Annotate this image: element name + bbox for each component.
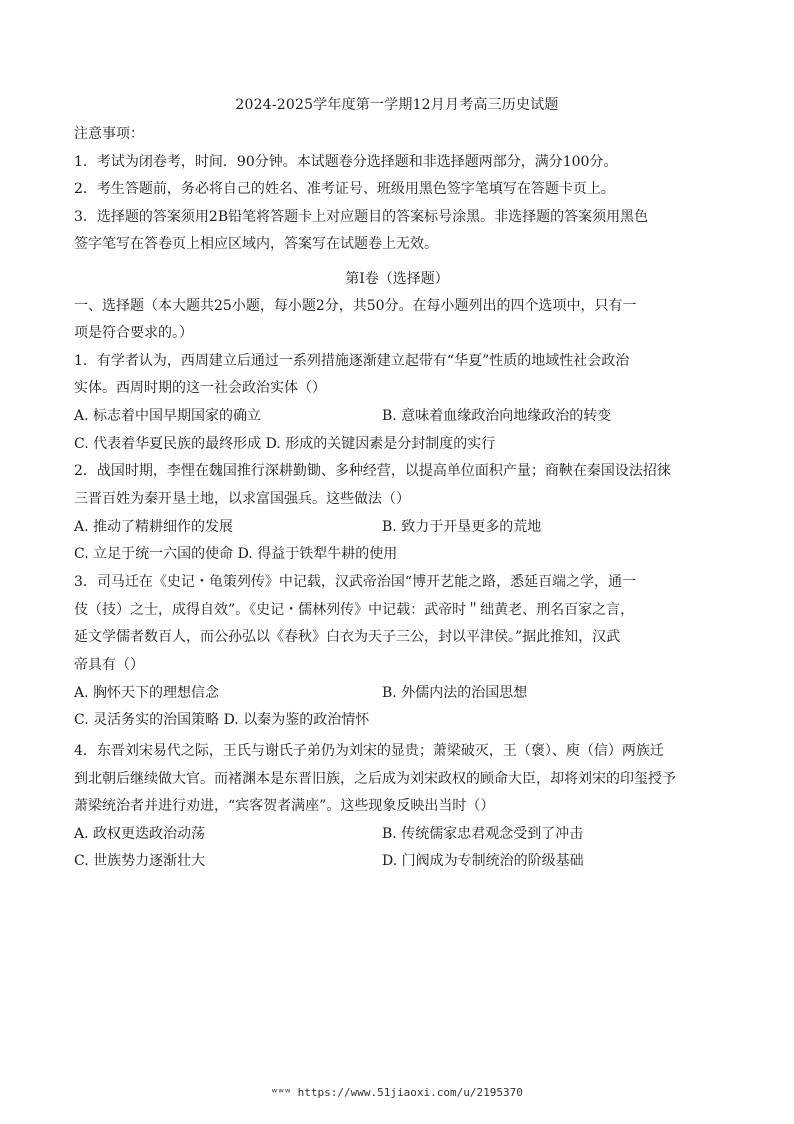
q4-option-d: D. 门阀成为专制统治的阶级基础 <box>382 853 584 869</box>
notice-item-1: 1．考试为闭卷考，时间．90分钟。本试题卷分选择题和非选择题两部分，满分100分。 <box>74 154 618 170</box>
q1-option-b: B. 意味着血缘政治向地缘政治的转变 <box>382 408 612 424</box>
q4-stem-line-1: 4．东晋刘宋易代之际，王氏与谢氏子弟仍为刘宋的显贵；萧梁破灭，王（褒）、庾（信）两族迁 <box>74 743 664 759</box>
q4-option-a: A. 政权更迭政治动荡 <box>74 826 206 842</box>
q3-stem-line-3: 延文学儒者数百人，而公孙弘以《春秋》白衣为天子三公，封以平津侯。”据此推知，汉武 <box>74 629 621 645</box>
footer-url: ʷʷʷ https://www.51jiaoxi.com/u/2195370 <box>271 1086 523 1099</box>
q3-option-cd: C. 灵活务实的治国策略 D. 以秦为鉴的政治情怀 <box>74 712 370 728</box>
notice-item-3-cont: 签字笔写在答卷页上相应区域内，答案写在试题卷上无效。 <box>74 236 438 252</box>
q2-option-a: A. 推动了精耕细作的发展 <box>74 519 234 535</box>
q1-stem-line-1: 1．有学者认为，西周建立后通过一系列措施逐渐建立起带有“华夏”性质的地域性社会政治 <box>74 353 630 369</box>
notice-item-3: 3．选择题的答案须用2B铅笔将答题卡上对应题目的答案标号涂黑。非选择题的答案须用黑色 <box>74 209 649 225</box>
q4-stem-line-2: 到北朝后继续做大官。而褚渊本是东晋旧族，之后成为刘宋政权的顾命大臣，却将刘宋的印玺授予 <box>74 771 676 787</box>
q2-stem-line-1: 2．战国时期，李悝在魏国推行深耕勤锄、多种经营，以提高单位面积产量；商鞅在秦国设法招徕 <box>74 463 671 479</box>
q3-option-b: B. 外儒内法的治国思想 <box>382 685 528 701</box>
q1-option-a: A. 标志着中国早期国家的确立 <box>74 408 262 424</box>
exam-title: 2024-2025学年度第一学期12月月考高三历史试题 <box>235 97 559 113</box>
q3-stem-line-1: 3．司马迁在《史记・龟策列传》中记载，汉武帝治国“博开艺能之路，悉延百端之学，通一 <box>74 574 637 590</box>
section-title: 第Ⅰ卷（选择题） <box>345 271 449 287</box>
q1-stem-line-2: 实体。西周时期的这一社会政治实体（） <box>74 380 326 396</box>
q1-option-cd: C. 代表着华夏民族的最终形成 D. 形成的关键因素是分封制度的实行 <box>74 436 496 452</box>
q3-option-a: A. 胸怀天下的理想信念 <box>74 685 220 701</box>
section-intro-line-1: 一、选择题（本大题共25小题，每小题2分，共50分。在每小题列出的四个选项中，只有一 <box>74 298 637 314</box>
q2-option-cd: C. 立足于统一六国的使命 D. 得益于铁犁牛耕的使用 <box>74 546 398 562</box>
q2-stem-line-2: 三晋百姓为秦开垦土地，以求富国强兵。这些做法（） <box>74 491 410 507</box>
section-intro-line-2: 项是符合要求的。） <box>74 325 193 341</box>
q4-option-c: C. 世族势力逐渐壮大 <box>74 853 206 869</box>
q4-option-b: B. 传统儒家忠君观念受到了冲击 <box>382 826 584 842</box>
q4-stem-line-3: 萧梁统治者并进行劝进，“宾客贺者满座”。这些现象反映出当时（） <box>74 798 495 814</box>
q2-option-b: B. 致力于开垦更多的荒地 <box>382 519 542 535</box>
q3-stem-line-2: 伎（技）之士，成得自效”。《史记・儒林列传》中记载：武帝时＂绌黄老、刑名百家之言， <box>74 602 635 618</box>
notice-item-2: 2．考生答题前，务必将自己的姓名、准考证号、班级用黑色签字笔填写在答题卡页上。 <box>74 181 615 197</box>
q3-stem-line-4: 帝具有（） <box>74 657 144 673</box>
notice-heading: 注意事项： <box>74 126 144 142</box>
